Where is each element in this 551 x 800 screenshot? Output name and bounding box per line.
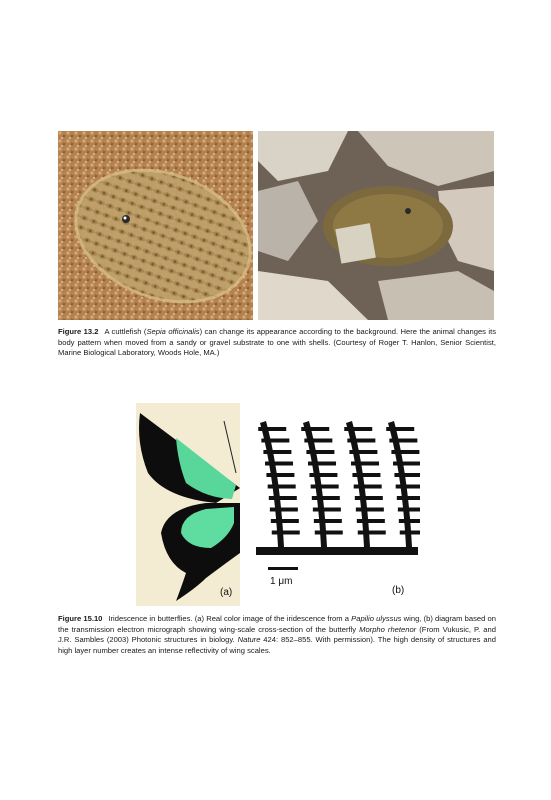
- ridge-structures: [258, 421, 420, 547]
- figure-number: Figure 13.2: [58, 327, 99, 336]
- cuttlefish-shells-photo: [258, 131, 494, 320]
- caption-journal: Nature: [237, 635, 261, 645]
- caption-text: ) can change its appearance according to the background. Here the animal changes its body pattern when moved from a sandy or gravel substrate to one with shells. (Courtesy of Roger T. Hanlon, Senior Scientist, Marine Biological Laboratory, Woods Hole, MA.): [58, 327, 497, 358]
- cuttlefish-sand-photo: [58, 131, 253, 320]
- figure-13-2-caption: [58, 327, 496, 359]
- caption-text: wing, (b) diagram based on the transmission electron micrograph showing wing-scale cross-section of the butterfly: [58, 614, 496, 634]
- butterfly-wing-photo: [136, 403, 240, 606]
- caption-text: Iridescence in butterflies. (a) Real color image of the iridescence from a: [108, 614, 352, 623]
- caption-text: (From Vukusic, P. and J.R. Sambles (2003) Photonic structures in biology.: [58, 624, 496, 645]
- caption-species: Sepia officinalis: [146, 327, 200, 336]
- ridge: [258, 421, 300, 547]
- figure-number: Figure 15.10: [58, 614, 103, 623]
- panel-b-label: (b): [392, 585, 405, 596]
- caption-text: A cuttlefish (: [104, 327, 147, 336]
- ridge: [344, 421, 386, 547]
- scale-bar-label: 1 μm: [270, 576, 293, 587]
- ridge: [386, 421, 420, 547]
- ridge: [301, 421, 343, 547]
- caption-text: 424: 852–855. With permission). The high density of structures and high layer number creates an intense reflectivity of wing scales.: [58, 635, 496, 655]
- scale-bar: [268, 567, 298, 570]
- wing-scale-diagram: [240, 403, 420, 606]
- caption-species: Morpho rhetenor: [359, 624, 417, 634]
- figure-15-10-caption: [58, 614, 496, 656]
- caption-species: Papilio ulyssus: [351, 614, 402, 623]
- panel-a-label: (a): [220, 587, 233, 598]
